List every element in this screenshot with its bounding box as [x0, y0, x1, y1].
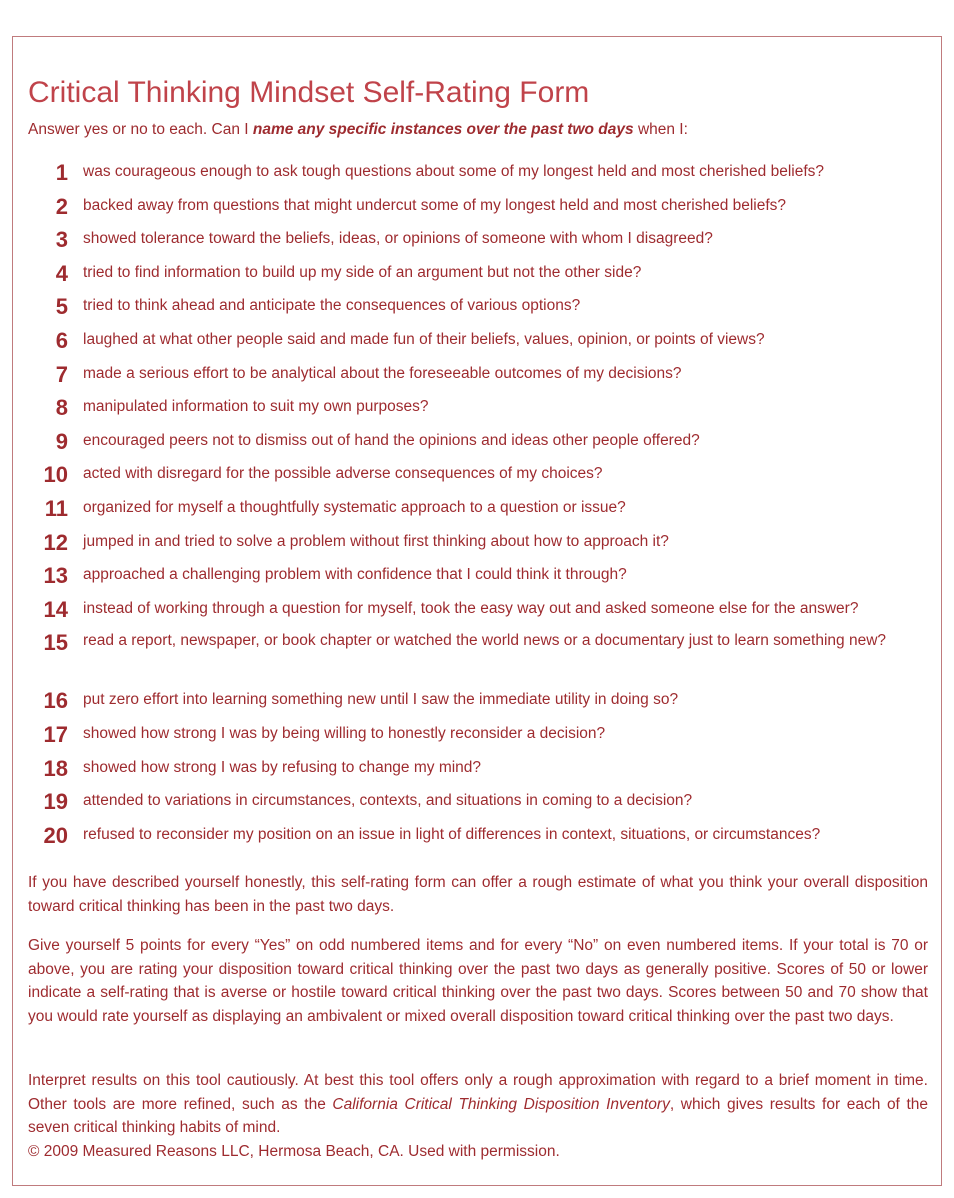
item-number: 8 [55, 395, 68, 421]
item-text: made a serious effort to be analytical about the foreseeable outcomes of my decisions? [83, 364, 682, 382]
item-number: 2 [55, 193, 68, 219]
list-item [28, 391, 928, 425]
item-text: showed how strong I was by refusing to change my mind? [83, 758, 482, 776]
item-number: 14 [43, 596, 68, 622]
honesty-paragraph: If you have described yourself honestly, this self-rating form can offer a rough estimate of what you think your overall disposition toward critical thinking has been in the past two days. [28, 874, 928, 915]
item-text: showed how strong I was by being willing to honestly reconsider a decision? [83, 724, 606, 742]
intro-suffix: when I: [633, 121, 688, 138]
item-number: 18 [43, 755, 68, 781]
instrument-name: California Critical Thinking Disposition Inventory [332, 1095, 670, 1113]
item-number: 5 [55, 294, 68, 320]
item-text: showed tolerance toward the beliefs, ideas, or opinions of someone with whom I disagreed? [83, 230, 713, 248]
interpretation-paragraph [28, 1069, 928, 1140]
item-text: tried to find information to build up my side of an argument but not the other side? [83, 263, 642, 281]
item-text: jumped in and tried to solve a problem without first thinking about how to approach it? [83, 532, 669, 550]
item-number: 12 [43, 529, 68, 555]
list-item [28, 718, 928, 752]
list-item [28, 819, 928, 853]
list-item [28, 492, 928, 526]
intro-emphasis: name any specific instances over the past two days [252, 121, 634, 138]
item-text: laughed at what other people said and made fun of their beliefs, values, opinion, or points of views? [83, 330, 765, 348]
copyright-notice: © 2009 Measured Reasons LLC, Hermosa Beach, CA. Used with permission. [28, 1143, 560, 1160]
item-number: 15 [43, 630, 68, 656]
item-number: 17 [43, 721, 68, 747]
list-item [28, 156, 928, 190]
list-item [28, 752, 928, 786]
item-text: backed away from questions that might undercut some of my longest held and most cherished beliefs? [83, 196, 787, 214]
item-text: organized for myself a thoughtfully systematic approach to a question or issue? [83, 498, 626, 516]
list-item [28, 290, 928, 324]
list-item [28, 785, 928, 819]
intro-prefix: Answer yes or no to each. Can I [28, 121, 253, 138]
list-item [28, 358, 928, 392]
item-text: acted with disregard for the possible adverse consequences of my choices? [83, 465, 603, 483]
item-number: 20 [43, 822, 68, 848]
item-text: encouraged peers not to dismiss out of hand the opinions and ideas other people offered? [83, 431, 700, 449]
interpretation-text-start: Interpret results on this tool cautiously. At best this tool offers only a rough approximation with regard to a brief moment in time. Other tools are more refined, such as the [28, 1072, 928, 1113]
item-number: 7 [55, 361, 68, 387]
item-text: was courageous enough to ask tough questions about some of my longest held and most cherished beliefs? [83, 163, 825, 180]
item-number: 13 [43, 563, 68, 589]
item-text: put zero effort into learning something new until I saw the immediate utility in doing so? [83, 691, 679, 709]
list-item [28, 425, 928, 459]
item-number: 4 [55, 260, 68, 286]
list-item [28, 593, 928, 627]
list-item [28, 684, 928, 718]
item-number: 9 [55, 428, 68, 454]
intro-text [28, 121, 688, 139]
list-item [28, 458, 928, 492]
item-text: instead of working through a question for myself, took the easy way out and asked someone else for the answer? [83, 599, 859, 617]
item-number: 1 [55, 160, 68, 185]
item-number: 11 [44, 495, 68, 521]
list-item [28, 223, 928, 257]
item-text: manipulated information to suit my own purposes? [83, 398, 429, 416]
list-item [28, 559, 928, 593]
item-number: 6 [55, 327, 68, 353]
list-item [28, 626, 928, 684]
list-item [28, 324, 928, 358]
question-list [28, 156, 928, 852]
list-item [28, 190, 928, 224]
item-text: read a report, newspaper, or book chapter or watched the world news or a documentary just to learn something new? [83, 632, 887, 650]
item-text: attended to variations in circumstances, contexts, and situations in coming to a decision? [83, 792, 693, 810]
list-item [28, 526, 928, 560]
item-text: tried to think ahead and anticipate the consequences of various options? [83, 297, 581, 315]
item-number: 16 [43, 688, 68, 714]
item-number: 19 [43, 789, 68, 815]
item-text: approached a challenging problem with confidence that I could think it through? [83, 566, 627, 584]
page-title: Critical Thinking Mindset Self-Rating Form [28, 76, 590, 109]
item-number: 10 [43, 462, 68, 488]
scoring-paragraph: Give yourself 5 points for every “Yes” on odd numbered items and for every “No” on even numbered items. If your total is 70 or above, you are rating your disposition toward critical thinking over the past two days as generally positive. Scores of 50 or lower indicate a self-rating that is averse or hostile toward critical thinking over the past two days. Scores between 50 and 70 show that you would rate yourself as displaying an ambivalent or mixed overall disposition toward critical thinking over the past two days. [28, 937, 928, 1025]
item-number: 3 [55, 227, 68, 253]
item-text: refused to reconsider my position on an issue in light of differences in context, situations, or circumstances? [83, 825, 821, 843]
interpretation-text-end: , which gives results for each of the seven critical thinking habits of mind. [28, 1095, 929, 1136]
list-item [28, 257, 928, 291]
